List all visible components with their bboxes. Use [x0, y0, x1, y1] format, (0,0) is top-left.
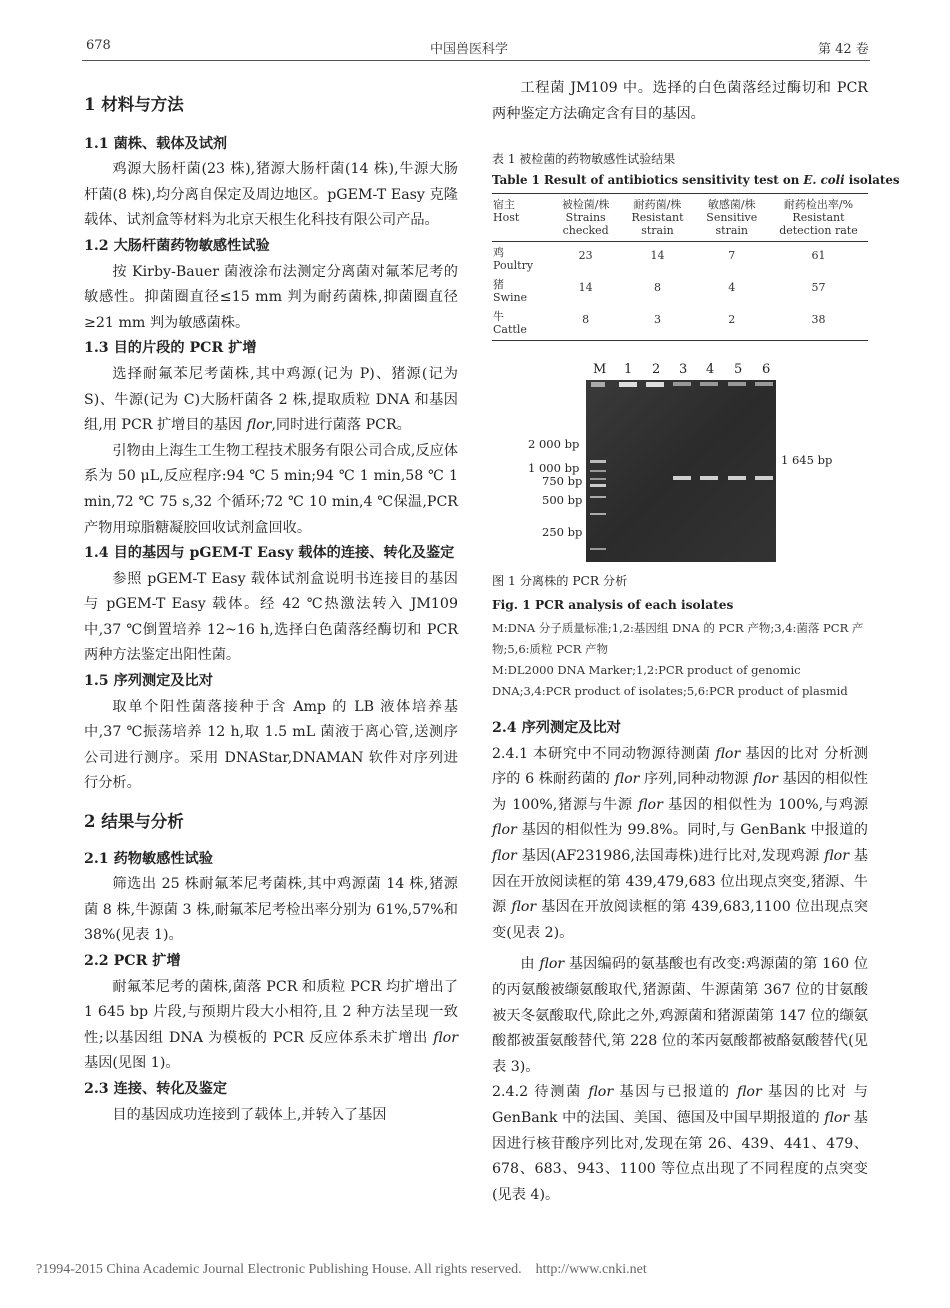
table-row: 牛 Cattle 8 3 2 38 — [492, 307, 868, 341]
section-2-title: 2 结果与分析 — [84, 812, 184, 832]
band-size-label: 1 645 bp — [781, 453, 833, 467]
marker-label: 750 bp — [542, 474, 583, 488]
section-2-1-title: 2.1 药物敏感性试验 — [84, 850, 213, 867]
marker-label: 1 000 bp — [528, 461, 580, 475]
right-column-top — [492, 76, 868, 127]
table-1-caption-cn: 表 1 被检菌的药物敏感性试验结果 — [492, 152, 676, 166]
table-header-host: 宿主 Host — [493, 198, 520, 224]
table-header-sensitive: 敏感菌/株 Sensitive strain — [706, 198, 758, 237]
section-2-3-title: 2.3 连接、转化及鉴定 — [84, 1080, 228, 1097]
section-2-1-text: 筛选出 25 株耐氟苯尼考菌株,其中鸡源菌 14 株,猪源菌 8 株,牛源菌 3 株,耐氟苯尼考检出率分别为 61%,57%和 38%(见表 1)。 — [84, 876, 458, 944]
marker-label: 2 000 bp — [528, 437, 580, 451]
lane-label: 1 — [624, 362, 633, 377]
volume: 第 42 卷 — [818, 42, 869, 57]
lane-label: 6 — [762, 362, 771, 377]
section-2-4-2-text: 2.4.2 待测菌 flor 基因与已报道的 flor 基因的比对 与 GenBank 中的法国、美国、德国及中国早期报道的 flor 基因进行核苷酸序列比对,发现在第 26、439、441、479、678、683、943、1100 等位点出现了不同程度的点突变(见表 4)。 — [492, 1084, 868, 1203]
table-1-grid — [492, 194, 868, 341]
figure-1-caption-cn: 图 1 分离株的 PCR 分析 — [492, 574, 628, 588]
section-1-title: 1 材料与方法 — [84, 95, 184, 114]
table-header-resistant: 耐药菌/株 Resistant strain — [631, 198, 684, 237]
section-2-3-text: 目的基因成功连接到了载体上,并转入了基因 — [112, 1106, 387, 1123]
section-2-2-text: 耐氟苯尼考的菌株,菌落 PCR 和质粒 PCR 均扩增出了 1 645 bp 片段,与预期片段大小相符,且 2 种方法呈现一致性;以基因组 DNA 为模板的 PCR 反应体系未扩增出 flor 基因(见图 1)。 — [84, 978, 458, 1072]
figure-1-note-en: M:DL2000 DNA Marker;1,2:PCR product of genomic DNA;3,4:PCR product of isolates;5,6:PCR product of plasmid — [492, 663, 848, 698]
section-2-4-1-text-2: 由 flor 基因编码的氨基酸也有改变:鸡源菌的第 160 位的丙氨酸被缬氨酸取代,猪源菌、牛源菌第 367 位的甘氨酸被天冬氨酸取代,除此之外,鸡源菌和猪源菌第 147 位的缬氨酸都被蛋氨酸替代,第 228 位的苯丙氨酸都被酪氨酸替代(见表 3)。 — [492, 956, 869, 1075]
section-2-3-continued: 工程菌 JM109 中。选择的白色菌落经过酶切和 PCR 两种鉴定方法确定含有目的基因。 — [492, 80, 868, 122]
lane-label: 5 — [734, 362, 743, 377]
table-1-caption-en: Table 1 Result of antibiotics sensitivity test on E. coli isolates — [492, 173, 900, 187]
journal-name: 中国兽医科学 — [430, 42, 509, 57]
section-1-5-title: 1.5 序列测定及比对 — [84, 673, 213, 690]
section-2-4-title: 2.4 序列测定及比对 — [492, 720, 621, 736]
lane-label: 4 — [706, 362, 715, 377]
figure-1-caption — [492, 572, 870, 702]
figure-1-note-cn: M:DNA 分子质量标准;1,2:基因组 DNA 的 PCR 产物;3,4:菌落 PCR 产物;5,6:质粒 PCR 产物 — [492, 621, 864, 656]
section-1-1-title: 1.1 菌株、载体及试剂 — [84, 135, 228, 152]
lane-label: M — [593, 362, 607, 377]
table-row: 猪 Swine 14 8 4 57 — [493, 278, 826, 304]
section-1-3-text-1: 选择耐氟苯尼考菌株,其中鸡源(记为 P)、猪源(记为 S)、牛源(记为 C)大肠杆菌各 2 株,提取质粒 DNA 和基因组,用 PCR 扩增目的基因 flor,同时进行菌落 PCR。 — [84, 365, 458, 434]
section-1-4-title: 1.4 目的基因与 pGEM-T Easy 载体的连接、转化及鉴定 — [84, 545, 455, 562]
right-column-bottom — [492, 716, 868, 1208]
table-1 — [492, 150, 900, 341]
table-header-rate: 耐药检出率/% Resistant detection rate — [779, 198, 858, 237]
section-2-4-1-text: 2.4.1 本研究中不同动物源待测菌 flor 基因的比对 分析测序的 6 株耐药菌的 flor 序列,同种动物源 flor 基因的相似性为 100%,猪源与牛源 flor 基因的相似性为 100%,与鸡源 flor 基因的相似性为 99.8%。同时,与 GenBank 中报道的 flor 基因(AF231986,法国毒株)进行比对,发现鸡源 flor 基因在开放阅读框的第 439,479,683 位出现点突变,猪源、牛源 flor 基因在开放阅读框的第 439,683,1100 位出现点突变(见表 2)。 — [492, 745, 869, 941]
figure-1-caption-en: Fig. 1 PCR analysis of each isolates — [492, 598, 734, 612]
marker-label: 250 bp — [542, 525, 583, 539]
section-1-2-title: 1.2 大肠杆菌药物敏感性试验 — [84, 237, 270, 254]
gel-figure — [492, 362, 868, 562]
copyright-footer: ?1994-2015 China Academic Journal Electronic Publishing House. All rights reserved. http://www.cnki.net — [36, 1262, 647, 1277]
lane-label: 3 — [679, 362, 688, 377]
section-1-2-text: 按 Kirby-Bauer 菌液涂布法测定分离菌对氟苯尼考的敏感性。抑菌圈直径≤15 mm 判为耐药菌株,抑菌圈直径≥21 mm 判为敏感菌株。 — [84, 263, 458, 331]
section-1-5-text: 取单个阳性菌落接种于含 Amp 的 LB 液体培养基中,37 ℃振荡培养 12 h,取 1.5 mL 菌液于离心管,送测序公司进行测序。采用 DNAStar,DNAMAN 软件对序列进行分析。 — [84, 698, 458, 792]
gel-image — [586, 380, 776, 562]
marker-label: 500 bp — [542, 493, 583, 507]
left-column — [84, 92, 458, 1128]
section-1-1-text: 鸡源大肠杆菌(23 株),猪源大肠杆菌(14 株),牛源大肠杆菌(8 株),均分离自保定及周边地区。pGEM-T Easy 克隆载体、试剂盒等材料为北京天根生化科技有限公司产品。 — [84, 161, 458, 229]
table-row: 鸡 Poultry 23 14 7 61 — [493, 246, 826, 272]
lane-label: 2 — [652, 362, 661, 377]
section-2-2-title: 2.2 PCR 扩增 — [84, 953, 181, 969]
page-number: 678 — [86, 38, 111, 53]
section-1-3-title: 1.3 目的片段的 PCR 扩增 — [84, 340, 257, 357]
header-rule — [82, 60, 870, 61]
table-header-checked: 被检菌/株 Strains checked — [561, 198, 610, 237]
section-1-3-text-2: 引物由上海生工生物工程技术服务有限公司合成,反应体系为 50 μL,反应程序:94 ℃ 5 min;94 ℃ 1 min,58 ℃ 1 min,72 ℃ 75 s,32 个循环;72 ℃ 10 min,4 ℃保温,PCR 产物用琼脂糖凝胶回收试剂盒回收。 — [84, 442, 458, 536]
section-1-4-text: 参照 pGEM-T Easy 载体试剂盒说明书连接目的基因与 pGEM-T Easy 载体。经 42 ℃热激法转入 JM109 中,37 ℃倒置培养 12~16 h,选择白色菌落经酶切和 PCR 两种方法鉴定出阳性菌。 — [84, 570, 458, 664]
